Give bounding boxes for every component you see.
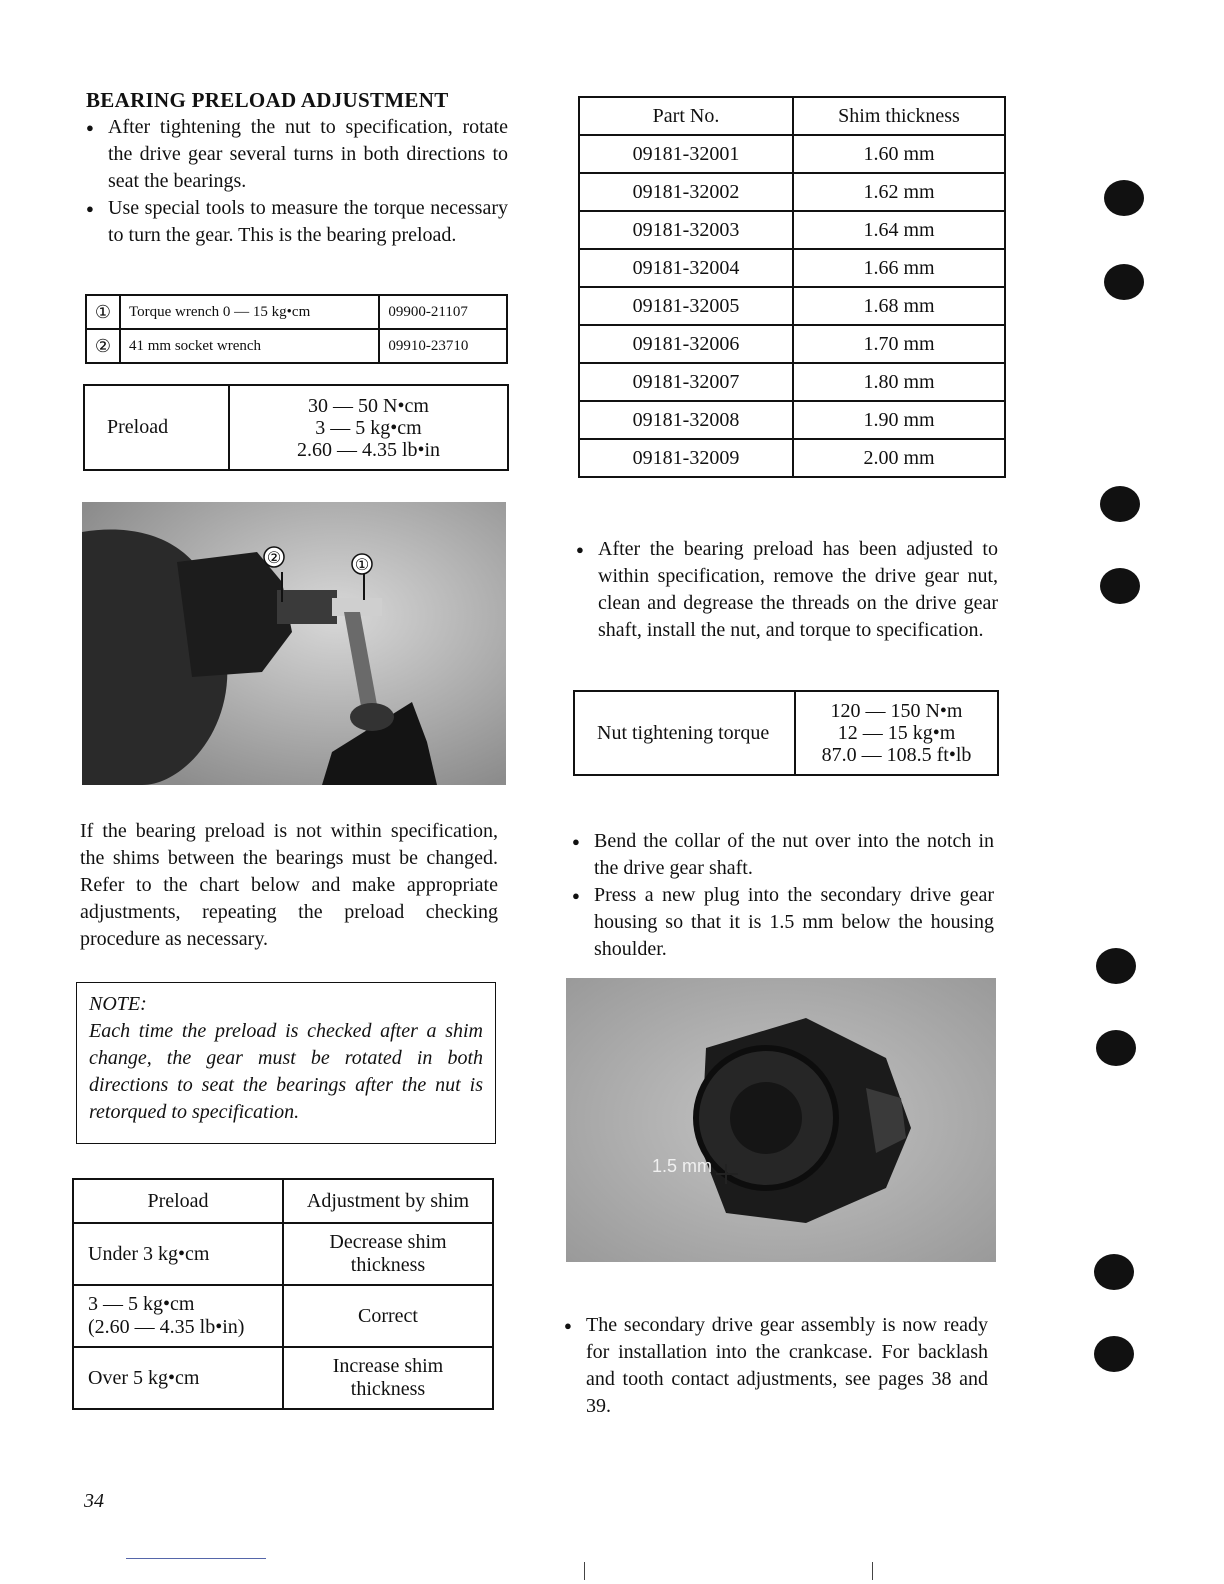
- photo-callout-two: ②: [266, 550, 282, 567]
- table-row: [579, 401, 1005, 439]
- tool-number: ②: [86, 329, 120, 363]
- part-number-cell: 09181-32001: [579, 135, 793, 173]
- shim-table-body: [579, 135, 1005, 477]
- bullet-item: ● The secondary drive gear assembly is now ready for installation into the crankcase. For backlash and tooth contact adjustments, see pages 38 and 39.: [564, 1312, 988, 1420]
- shim-thickness-cell: 1.62 mm: [793, 173, 1005, 211]
- shim-thickness-table: [578, 96, 1006, 478]
- table-row: [579, 439, 1005, 477]
- table-row: [579, 211, 1005, 249]
- note-text: Each time the preload is checked after a shim change, the gear must be rotated in both directions to seat the bearings after the nut is retorqued to specification.: [89, 1020, 483, 1123]
- torque-value-kgm: 12 — 15 kg•m: [837, 722, 956, 744]
- part-number-cell: 09181-32004: [579, 249, 793, 287]
- page-number: 34: [84, 1490, 104, 1512]
- note-box: [76, 982, 496, 1144]
- photo-dimension-label: 1.5 mm: [652, 1156, 713, 1176]
- preload-range: [73, 1223, 283, 1285]
- preload-range: [73, 1347, 283, 1409]
- scan-line-decoration: [126, 1558, 266, 1559]
- preload-value-ncm: 30 — 50 N•cm: [308, 394, 429, 417]
- photo-plug-depth: [566, 978, 996, 1262]
- part-number-cell: 09181-32005: [579, 287, 793, 325]
- preload-values: [229, 385, 508, 470]
- table-row: [579, 173, 1005, 211]
- torque-label: Nut tightening torque: [574, 691, 795, 775]
- preload-spec-table: [83, 384, 509, 471]
- note-title: NOTE:: [89, 993, 147, 1015]
- adjustment-cell: [283, 1223, 493, 1285]
- final-step-bullets: [572, 828, 994, 963]
- binder-hole: [1104, 180, 1144, 216]
- column-header: Shim thickness: [793, 97, 1005, 135]
- adjustment-text: thickness: [350, 1378, 426, 1400]
- torque-value-ftlb: 87.0 — 108.5 ft•lb: [821, 744, 972, 766]
- table-row: [579, 249, 1005, 287]
- tool-name: 41 mm socket wrench: [120, 329, 379, 363]
- tool-name: Torque wrench 0 — 15 kg•cm: [120, 295, 379, 329]
- shim-thickness-cell: 1.66 mm: [793, 249, 1005, 287]
- adjustment-text: Increase shim: [332, 1355, 444, 1377]
- table-row: [86, 295, 507, 329]
- photo-callout-one: ①: [354, 557, 370, 574]
- ready-bullets: [564, 1312, 988, 1420]
- column-header: Part No.: [579, 97, 793, 135]
- table-header-row: [73, 1179, 493, 1223]
- shim-thickness-cell: 1.60 mm: [793, 135, 1005, 173]
- bullet-item: ● After tightening the nut to specification, rotate the drive gear several turns in both directions to seat the bearings.: [86, 114, 508, 195]
- part-number-cell: 09181-32003: [579, 211, 793, 249]
- bullet-item: ● Press a new plug into the secondary drive gear housing so that it is 1.5 mm below the housing shoulder.: [572, 882, 994, 963]
- binder-hole: [1100, 486, 1140, 522]
- shim-thickness-cell: 1.68 mm: [793, 287, 1005, 325]
- scan-mark: [872, 1562, 873, 1580]
- part-number-cell: 09181-32002: [579, 173, 793, 211]
- preload-value-kgcm: 3 — 5 kg•cm: [315, 416, 422, 439]
- bullet-item: ● After the bearing preload has been adjusted to within specification, remove the drive gear nut, clean and degrease the threads on the drive gear shaft, install the nut, and torque to specification.: [576, 536, 998, 644]
- torque-values: [795, 691, 998, 775]
- preload-range-text: Over 5 kg•cm: [88, 1366, 200, 1389]
- preload-range: [73, 1285, 283, 1347]
- torque-spec-table: [573, 690, 999, 776]
- column-header: Preload: [73, 1179, 283, 1223]
- binder-hole: [1096, 1030, 1136, 1066]
- preload-range-text: Under 3 kg•cm: [88, 1242, 210, 1265]
- binder-hole: [1104, 264, 1144, 300]
- section-heading: BEARING PRELOAD ADJUSTMENT: [86, 88, 449, 112]
- bullet-item: ● Bend the collar of the nut over into the notch in the drive gear shaft.: [572, 828, 994, 882]
- binder-hole: [1094, 1336, 1134, 1372]
- part-number-cell: 09181-32007: [579, 363, 793, 401]
- photo-illustration: [82, 502, 506, 785]
- shim-thickness-cell: 1.80 mm: [793, 363, 1005, 401]
- table-row: [86, 329, 507, 363]
- table-row: [73, 1223, 493, 1285]
- adjustment-text: Decrease shim: [329, 1231, 447, 1253]
- shim-adjustment-table: [72, 1178, 494, 1410]
- table-row: [73, 1347, 493, 1409]
- tool-number: ①: [86, 295, 120, 329]
- part-number-cell: 09181-32006: [579, 325, 793, 363]
- tool-part-number: 09900-21107: [379, 295, 507, 329]
- table-row: [73, 1285, 493, 1347]
- part-number-cell: 09181-32009: [579, 439, 793, 477]
- shim-thickness-cell: 1.90 mm: [793, 401, 1005, 439]
- torque-value-nm: 120 — 150 N•m: [830, 700, 963, 722]
- binder-hole: [1100, 568, 1140, 604]
- bullet-item: ● Use special tools to measure the torque necessary to turn the gear. This is the bearing preload.: [86, 195, 508, 249]
- scan-mark: [584, 1562, 585, 1580]
- preload-range-text: (2.60 — 4.35 lb•in): [88, 1316, 245, 1338]
- intro-bullets: [86, 114, 508, 249]
- after-adjust-bullets: [576, 536, 998, 644]
- photo-illustration: [566, 978, 996, 1262]
- table-row: [579, 287, 1005, 325]
- table-row: [579, 325, 1005, 363]
- column-header: Adjustment by shim: [283, 1179, 493, 1223]
- table-header-row: [579, 97, 1005, 135]
- binder-hole: [1096, 948, 1136, 984]
- adjustment-cell: [283, 1347, 493, 1409]
- binder-hole: [1094, 1254, 1134, 1290]
- shim-thickness-cell: 2.00 mm: [793, 439, 1005, 477]
- preload-value-lbin: 2.60 — 4.35 lb•in: [296, 438, 441, 461]
- photo-torque-measurement: [82, 502, 506, 785]
- shim-thickness-cell: 1.64 mm: [793, 211, 1005, 249]
- shim-thickness-cell: 1.70 mm: [793, 325, 1005, 363]
- part-number-cell: 09181-32008: [579, 401, 793, 439]
- preload-label: Preload: [84, 385, 229, 470]
- adjustment-text: thickness: [350, 1254, 426, 1276]
- special-tools-table: [85, 294, 508, 364]
- preload-range-text: 3 — 5 kg•cm: [88, 1293, 195, 1315]
- preload-paragraph: If the bearing preload is not within specification, the shims between the bearings must be changed. Refer to the chart below and make appropriate adjustments, repeating the preload checking procedure as necessary.: [80, 820, 498, 950]
- table-row: [579, 363, 1005, 401]
- adjustment-text: Correct: [358, 1304, 418, 1327]
- tool-part-number: 09910-23710: [379, 329, 507, 363]
- table-row: [579, 135, 1005, 173]
- adjustment-cell: [283, 1285, 493, 1347]
